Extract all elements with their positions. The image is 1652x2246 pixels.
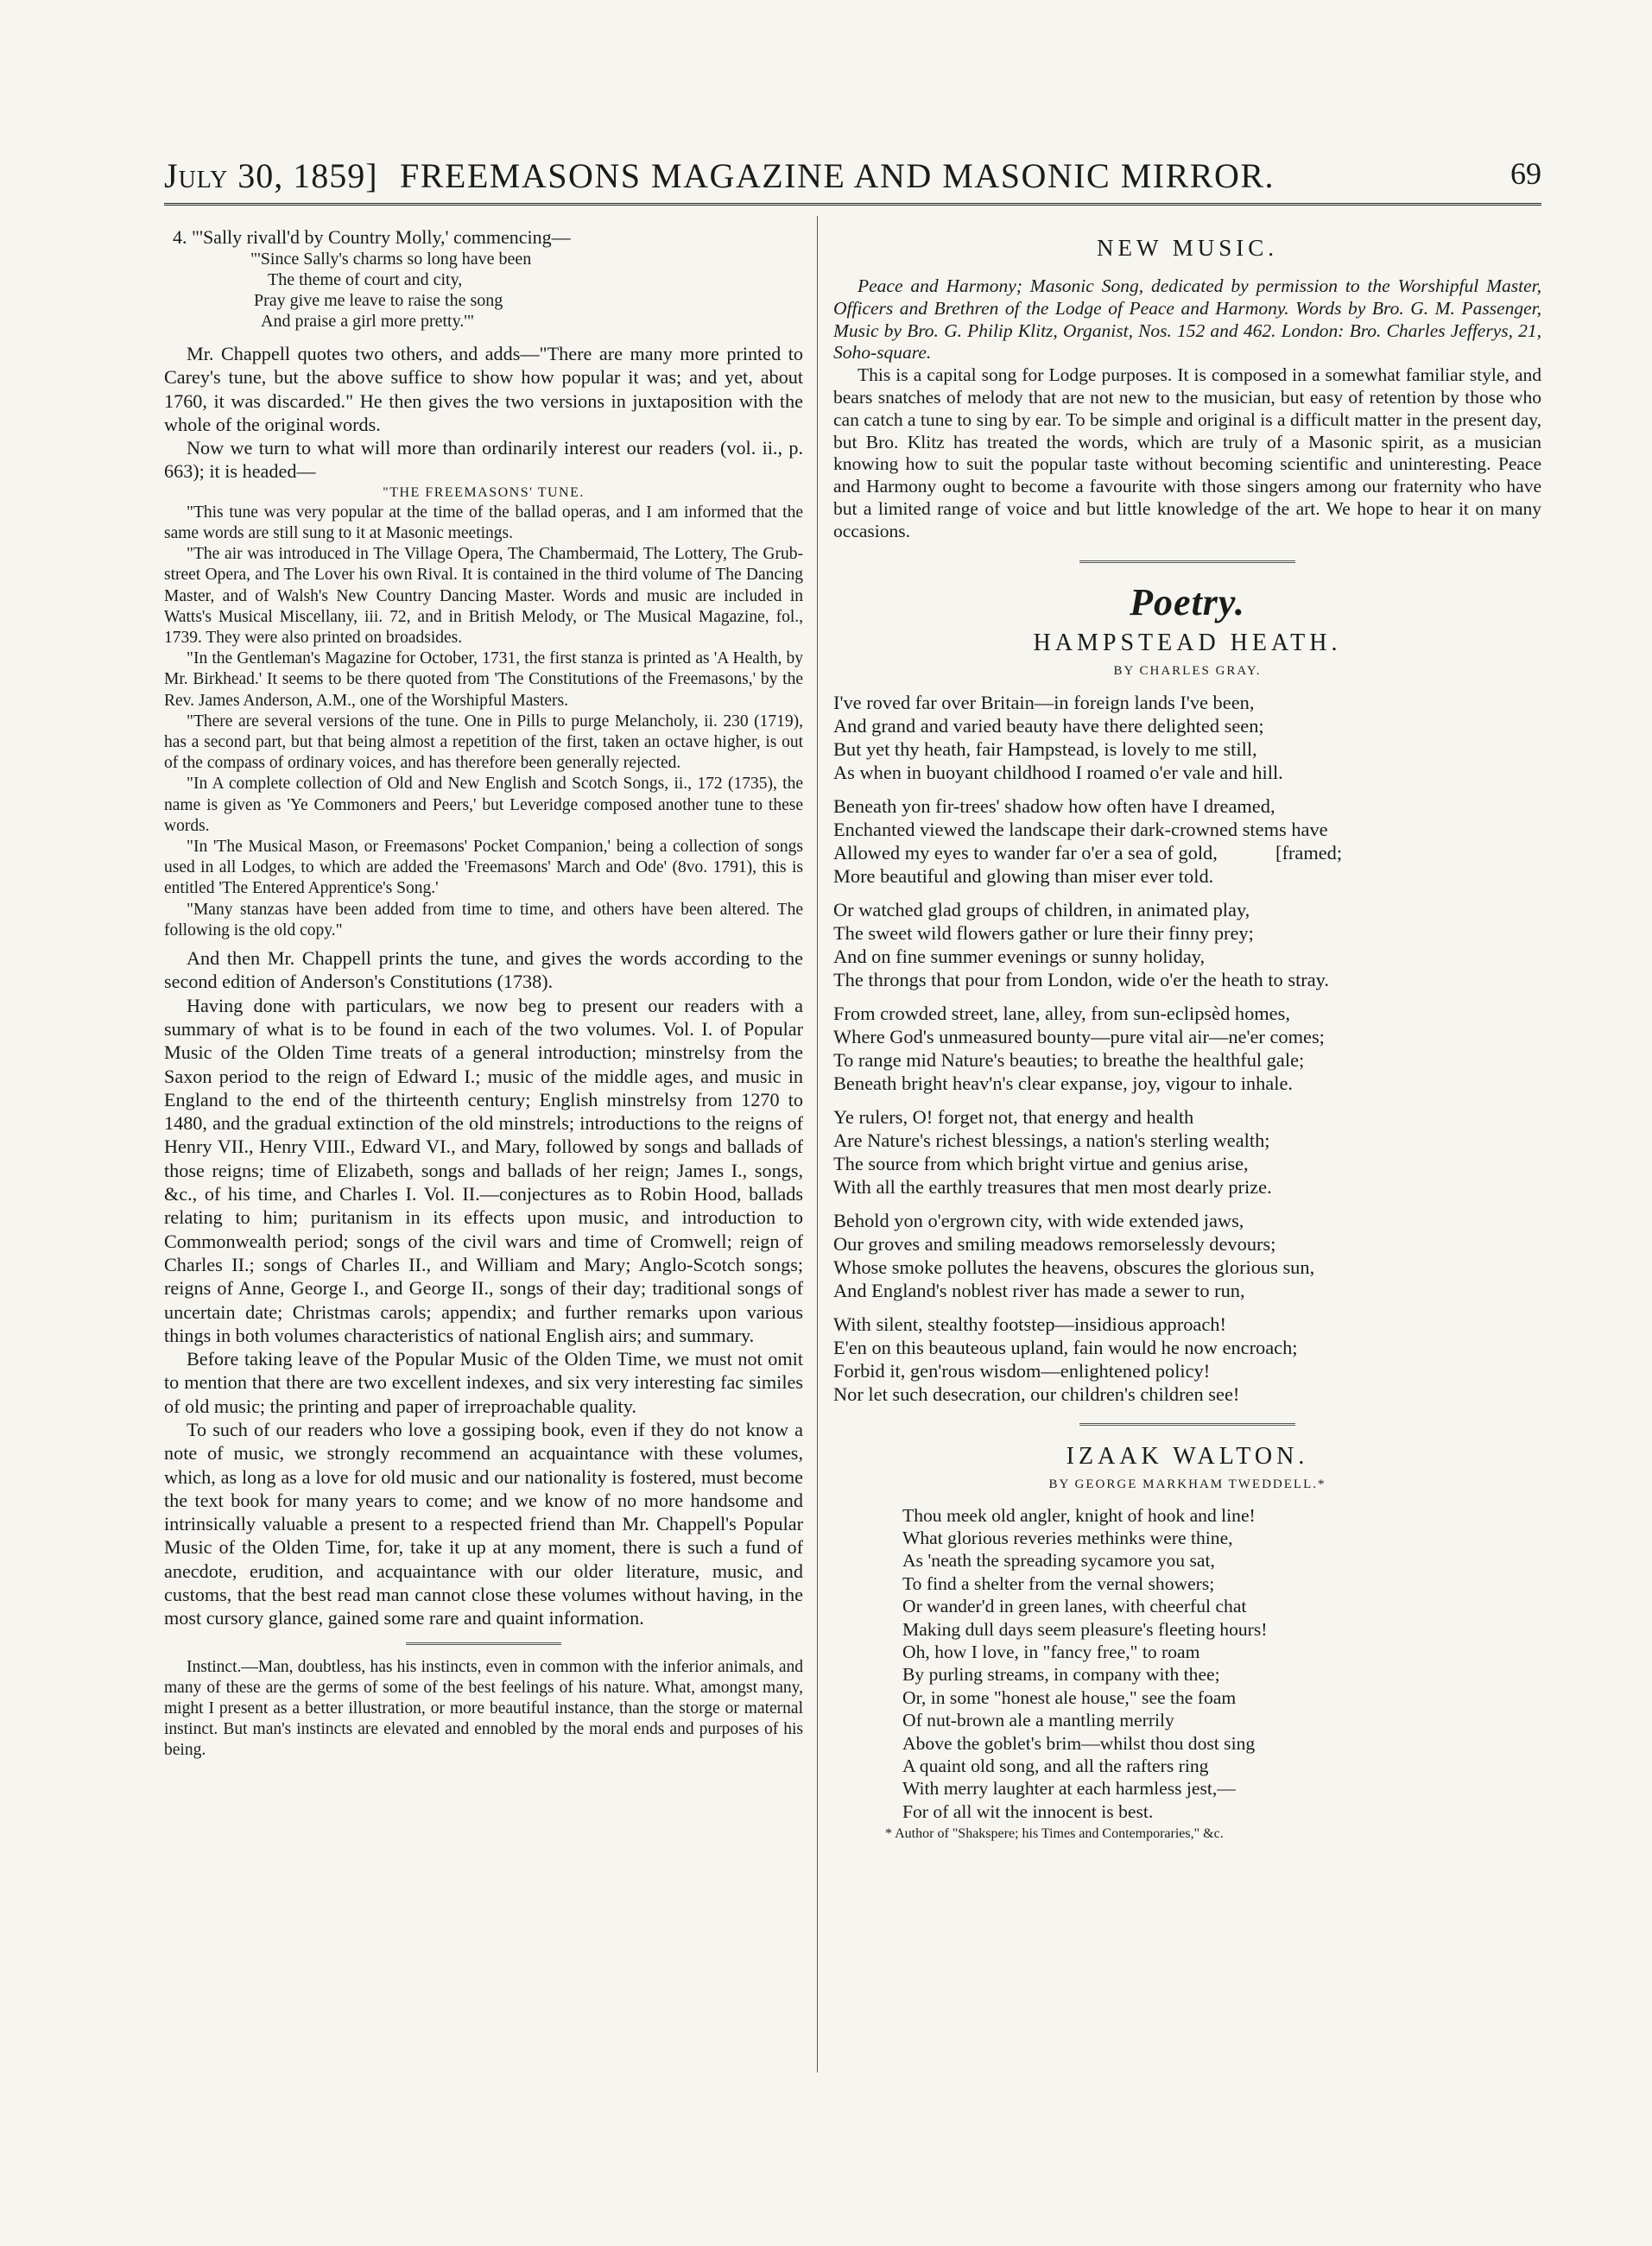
new-music-title: NEW MUSIC. <box>1096 235 1278 261</box>
paragraph: And then Mr. Chappell prints the tune, and gives the words according to the second edition of Anderson's Constitutions (1738). <box>164 947 803 993</box>
stanza <box>833 794 1541 888</box>
poetry-heading: Poetry. <box>1130 580 1245 623</box>
item4-intro: 4. "'Sally rivall'd by Country Molly,' commencing— <box>173 226 571 248</box>
poem-line: Where God's unmeasured bounty—pure vital air—ne'er comes; <box>833 1025 1325 1047</box>
poem-line: With all the earthly treasures that men most dearly prize. <box>833 1175 1272 1198</box>
stanza <box>833 691 1541 784</box>
stanza <box>833 1209 1541 1302</box>
section-separator <box>1079 560 1295 563</box>
poem-byline: BY CHARLES GRAY. <box>1113 663 1262 678</box>
section-separator <box>1079 1423 1295 1426</box>
poem-line: Oh, how I love, in "fancy free," to roam <box>902 1642 1200 1662</box>
poem-line: With silent, stealthy footstep—insidious approach! <box>833 1313 1226 1335</box>
poem-line: Behold yon o'ergrown city, with wide extended jaws, <box>833 1209 1244 1231</box>
item4-verse <box>250 249 803 332</box>
poem-line: And grand and varied beauty have there delighted seen; <box>833 714 1264 737</box>
poem-line: As 'neath the spreading sycamore you sat, <box>902 1550 1215 1572</box>
poem-line: Or wander'd in green lanes, with cheerful chat <box>902 1596 1247 1617</box>
column-divider <box>817 216 818 2072</box>
quoted-paragraph: "This tune was very popular at the time of the ballad operas, and I am informed that the same words are still sung to it at Masonic meetings. <box>164 503 803 542</box>
poem-line: The throngs that pour from London, wide o'er the heath to stray. <box>833 968 1330 990</box>
poem-line: By purling streams, in company with thee; <box>902 1664 1220 1686</box>
poem-line: Beneath bright heav'n's clear expanse, joy, vigour to inhale. <box>833 1072 1294 1094</box>
quoted-paragraph: "Many stanzas have been added from time to time, and others have been altered. The following is the old copy." <box>164 900 803 940</box>
poem-title: IZAAK WALTON. <box>1066 1442 1309 1470</box>
poem-line: The sweet wild flowers gather or lure their finny prey; <box>833 921 1254 944</box>
stanza <box>833 1002 1541 1095</box>
poem-line: To range mid Nature's beauties; to breathe the healthful gale; <box>833 1048 1305 1071</box>
poem-line: And England's noblest river has made a sewer to run, <box>833 1279 1245 1301</box>
new-music-listing: Peace and Harmony; Masonic Song, dedicated by permission to the Worshipful Master, Officers and Brethren of the Lodge of Peace and Harmony. Words by Bro. G. M. Passenger, Music by Bro. G. Philip Klitz, Organist, Nos. 152 and 462. London: Bro. Charles Jefferys, 21, Soho-square. <box>833 275 1541 364</box>
quoted-paragraph: "In A complete collection of Old and New English and Scotch Songs, ii., 172 (1735), the name is given as 'Ye Commoners and Peers,' but Leveridge composed another tune to these words. <box>164 775 803 835</box>
poem-line: Whose smoke pollutes the heavens, obscures the glorious sun, <box>833 1256 1315 1278</box>
poem-title: HAMPSTEAD HEATH. <box>1033 629 1342 656</box>
poem-line: Our groves and smiling meadows remorselessly devours; <box>833 1232 1276 1255</box>
paragraph: Now we turn to what will more than ordinarily interest our readers (vol. ii., p. 663); it is headed— <box>164 437 803 483</box>
walton-poem <box>902 1504 1541 1824</box>
poem-line: I've roved far over Britain—in foreign lands I've been, <box>833 691 1255 713</box>
poem-line: Forbid it, gen'rous wisdom—enlightened policy! <box>833 1359 1211 1382</box>
quoted-paragraph: "There are several versions of the tune. One in Pills to purge Melancholy, ii. 230 (1719), has a second part, but that being almost a repetition of the first, taken an octave higher, is out of the compass of ordinary voices, and has therefore been generally rejected. <box>164 712 803 773</box>
verse-line: The theme of court and city, <box>268 270 463 289</box>
poem-line: Making dull days seem pleasure's fleeting hours! <box>902 1618 1268 1640</box>
poem-line: Beneath yon fir-trees' shadow how often have I dreamed, <box>833 794 1275 817</box>
poem-line: Of nut-brown ale a mantling merrily <box>902 1710 1174 1731</box>
poem-line: A quaint old song, and all the rafters ring <box>902 1756 1209 1777</box>
poem-line: Ye rulers, O! forget not, that energy and health <box>833 1105 1194 1128</box>
stanza <box>833 1105 1541 1199</box>
poem-line: But yet thy heath, fair Hampstead, is lovely to me still, <box>833 737 1257 760</box>
poem-line: From crowded street, lane, alley, from sun-eclipsèd homes, <box>833 1002 1290 1024</box>
verse-line: Pray give me leave to raise the song <box>254 291 503 310</box>
poem-line: For of all wit the innocent is best. <box>902 1800 1154 1822</box>
paragraph: Having done with particulars, we now beg to present our readers with a summary of what is to be found in each of the two volumes. Vol. I. of Popular Music of the Olden Time treats of a general introduction; minstrelsy from the Saxon period to the reign of Edward I.; music of the middle ages, and music in England to the end of the thirteenth century; English minstrelsy from 1270 to 1480, and the gradual extinction of the old minstrels; introductions to the reigns of Henry VII., Henry VIII., Edward VI., and Mary, followed by songs and ballads of those reigns; time of Elizabeth, songs and ballads of her reign; James I., songs, &c., of his time, and Charles I. Vol. II.—conjectures as to Robin Hood, ballads relating to him; puritanism in its effects upon music, and introduction to Commonwealth period; songs of the civil wars and time of Cromwell; reign of Charles II.; songs of Charles II., and William and Mary; Anglo-Scotch songs; reigns of Anne, George I., and George II., songs of their day; traditional songs of uncertain date; Christmas carols; appendix; and further remarks upon various things in both volumes characteristics of national English airs; and summary. <box>164 994 803 1346</box>
tune-heading: "THE FREEMASONS' TUNE. <box>383 484 585 500</box>
poem-line: Or watched glad groups of children, in animated play, <box>833 898 1250 921</box>
footnote: * Author of "Shakspere; his Times and Contemporaries," &c. <box>885 1826 1224 1842</box>
poem-line: Or, in some "honest ale house," see the foam <box>902 1686 1237 1708</box>
poem-line: Nor let such desecration, our children's children see! <box>833 1382 1240 1405</box>
magazine-title: FREEMASONS MAGAZINE AND MASONIC MIRROR. <box>400 156 1275 195</box>
poem-line: E'en on this beauteous upland, fain would he now encroach; <box>833 1336 1298 1358</box>
stanza <box>833 1313 1541 1406</box>
poem-line: What glorious reveries methinks were thine, <box>902 1527 1233 1548</box>
page-number: 69 <box>1510 156 1541 191</box>
stanza <box>833 898 1541 991</box>
verse-line: And praise a girl more pretty.'" <box>261 312 475 331</box>
poem-line: The source from which bright virtue and genius arise, <box>833 1152 1249 1174</box>
quoted-paragraph: "In the Gentleman's Magazine for October, 1731, the first stanza is printed as 'A Health, by Mr. Birkhead.' It seems to be there quoted from 'The Constitutions of the Freemasons,' by the Rev. James Anderson, A.M., one of the Worshipful Masters. <box>164 649 803 710</box>
left-column <box>164 226 803 1762</box>
poem-line: Above the goblet's brim—whilst thou dost sing <box>902 1732 1256 1754</box>
poem-line: To find a shelter from the vernal showers; <box>902 1572 1215 1594</box>
new-music-review: This is a capital song for Lodge purposes. It is composed in a somewhat familiar style, and bears snatches of melody that are not new to the musician, but easy of retention by those who can catch a tune to sing by ear. To be simple and original is a difficult matter in the present day, but Bro. Klitz has treated the words, which are truly of a Masonic spirit, as a musician knowing how to suit the popular taste without becoming scientific and uninteresting. Peace and Harmony ought to become a favourite with those singers among our fraternity who have but a limited range of voice and but little knowledge of the art. We hope to hear it on many occasions. <box>833 364 1541 541</box>
quoted-paragraph: "The air was introduced in The Village Opera, The Chambermaid, The Lottery, The Grub-street Opera, and The Lover his own Rival. It is contained in the third volume of The Dancing Master, and of Walsh's New Country Dancing Master. Words and music are included in Watts's Musical Miscellany, iii. 72, and in British Melody, or The Musical Magazine, fol., 1739. They were also printed on broadsides. <box>164 545 803 647</box>
poem-line: Are Nature's richest blessings, a nation's sterling wealth; <box>833 1129 1270 1151</box>
quoted-paragraph: "In 'The Musical Mason, or Freemasons' Pocket Companion,' being a collection of songs used in all Lodges, to which are added the 'Freemasons' March and Ode' (8vo. 1791), this is entitled 'The Entered Apprentice's Song.' <box>164 838 803 898</box>
instinct-note: Instinct.—Man, doubtless, has his instincts, even in common with the inferior animals, and many of these are the germs of some of the best feelings of his nature. What, amongst many, might I present as a better illustration, or more beautiful instance, than the storge or maternal instinct. But man's instincts are elevated and ennobled by the moral ends and purposes of his being. <box>164 1657 803 1760</box>
right-column <box>833 226 1541 1842</box>
paragraph: Mr. Chappell quotes two others, and adds—"There are many more printed to Carey's tune, but the above suffice to show how popular it was; and yet, about 1760, it was discarded." He then gives the two versions in juxtaposition with the whole of the original words. <box>164 343 803 435</box>
poem-line: And on fine summer evenings or sunny holiday, <box>833 945 1206 967</box>
header-rule <box>164 203 1541 206</box>
verse-line: "'Since Sally's charms so long have been <box>250 250 532 269</box>
poem-line: As when in buoyant childhood I roamed o'er vale and hill. <box>833 761 1283 783</box>
section-separator <box>406 1642 561 1645</box>
poem-line: More beautiful and glowing than miser ever told. <box>833 864 1214 887</box>
poem-line: Thou meek old angler, knight of hook and line! <box>902 1504 1256 1526</box>
masthead <box>164 155 1541 207</box>
paragraph: Before taking leave of the Popular Music of the Olden Time, we must not omit to mention that there are two excellent indexes, and six very interesting fac similes of old music; the printing and paper of irreproachable quality. <box>164 1348 803 1417</box>
poem-line: With merry laughter at each harmless jest,— <box>902 1778 1236 1800</box>
poem-byline: BY GEORGE MARKHAM TWEDDELL.* <box>1048 1477 1326 1491</box>
paragraph: To such of our readers who love a gossiping book, even if they do not know a note of music, we strongly recommend an acquaintance with these volumes, which, as long as a love for old music and our nationality is fostered, must become the text book for many years to come; and we know of no more handsome and intrinsically valuable a present to a respected friend than Mr. Chappell's Popular Music of the Olden Time, for, take it up at any moment, there is such a fund of anecdote, erudition, and acquaintance with our older literature, music, and customs, that the best read man cannot close these volumes without having, in the most cursory glance, gained some rare and quaint information. <box>164 1418 803 1629</box>
poem-line: Enchanted viewed the landscape their dark-crowned stems have <box>833 818 1328 840</box>
poem-line: Allowed my eyes to wander far o'er a sea of gold, [framed; <box>833 841 1343 864</box>
issue-date: July 30, 1859] <box>164 156 378 195</box>
